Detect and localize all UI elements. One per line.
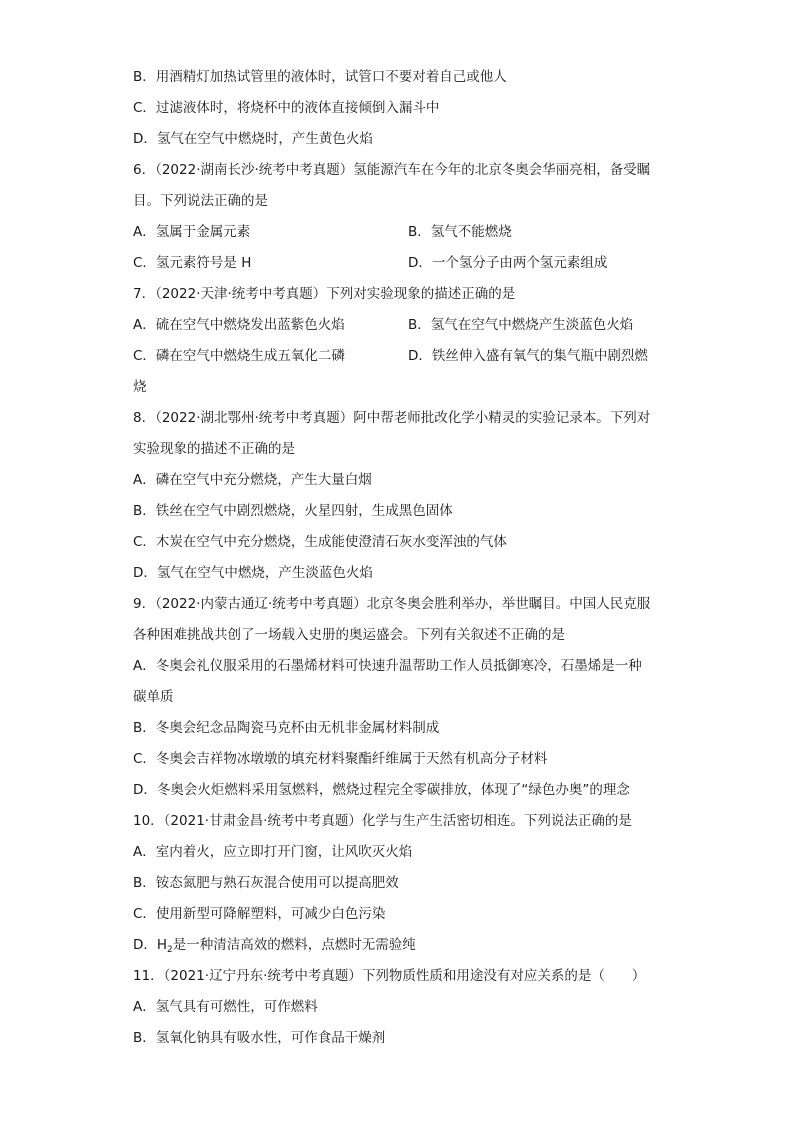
question-9-stem: 9．（2022·内蒙古通辽·统考中考真题）北京冬奥会胜利举办，举世瞩目。中国人民克服 (133, 596, 651, 612)
question-10-stem: 10．（2021·甘肃金昌·统考中考真题）化学与生产生活密切相连。下列说法正确的是 (133, 813, 632, 829)
q9-option-b: B．冬奥会纪念品陶瓷马克杯由无机非金属材料制成 (133, 720, 440, 736)
q6-option-d: D．一个氢分子由两个氢元素组成 (408, 255, 608, 271)
q9-option-a-cont: 碳单质 (133, 689, 174, 705)
q7-option-d: D．铁丝伸入盛有氧气的集气瓶中剧烈燃 (408, 348, 648, 364)
option-c: C．过滤液体时，将烧杯中的液体直接倾倒入漏斗中 (133, 100, 440, 116)
q6-option-b: B．氢气不能燃烧 (408, 224, 512, 240)
q6-option-c: C．氢元素符号是 H (133, 255, 252, 271)
question-11-stem: 11．（2021·辽宁丹东·统考中考真题）下列物质性质和用途没有对应关系的是（ ） (133, 968, 646, 984)
q7-option-d-cont: 烧 (133, 379, 147, 395)
q8-option-c: C．木炭在空气中充分燃烧，生成能使澄清石灰水变浑浊的气体 (133, 534, 507, 550)
question-8-stem-cont: 实验现象的描述不正确的是 (133, 441, 295, 457)
q10-option-d (133, 935, 416, 955)
q10-option-d-prefix: D．H (133, 937, 168, 953)
q7-option-b: B．氢气在空气中燃烧产生淡蓝色火焰 (408, 317, 634, 333)
q9-option-a: A．冬奥会礼仪服采用的石墨烯材料可快速升温帮助工作人员抵御寒冷，石墨烯是一种 (133, 658, 642, 674)
q8-option-b: B．铁丝在空气中剧烈燃烧，火星四射，生成黑色固体 (133, 503, 453, 519)
option-b: B．用酒精灯加热试管里的液体时，试管口不要对着自己或他人 (133, 69, 507, 85)
question-6-stem-cont: 目。下列说法正确的是 (133, 193, 268, 209)
q10-option-a: A．室内着火，应立即打开门窗，让风吹灭火焰 (133, 844, 413, 860)
q9-option-d: D．冬奥会火炬燃料采用氢燃料，燃烧过程完全零碳排放，体现了“绿色办奥”的理念 (133, 782, 630, 798)
q7-option-a: A．硫在空气中燃烧发出蓝紫色火焰 (133, 317, 345, 333)
q10-option-c: C．使用新型可降解塑料，可减少白色污染 (133, 906, 386, 922)
q8-option-d: D．氢气在空气中燃烧，产生淡蓝色火焰 (133, 565, 373, 581)
question-8-stem: 8．（2022·湖北鄂州·统考中考真题）阿中帮老师批改化学小精灵的实验记录本。下列对 (133, 410, 651, 426)
q10-option-d-subscript: 2 (167, 945, 173, 955)
q11-option-b: B．氢氧化钠具有吸水性，可作食品干燥剂 (133, 1030, 386, 1046)
q11-option-a: A．氢气具有可燃性，可作燃料 (133, 999, 318, 1015)
q8-option-a: A．磷在空气中充分燃烧，产生大量白烟 (133, 472, 372, 488)
question-7-stem: 7．（2022·天津·统考中考真题）下列对实验现象的描述正确的是 (133, 286, 516, 302)
question-9-stem-cont: 各种困难挑战共创了一场载入史册的奥运盛会。下列有关叙述不正确的是 (133, 627, 565, 643)
question-6-stem: 6．（2022·湖南长沙·统考中考真题）氢能源汽车在今年的北京冬奥会华丽亮相，备受瞩 (133, 162, 651, 178)
option-d: D．氢气在空气中燃烧时，产生黄色火焰 (133, 131, 373, 147)
q9-option-c: C．冬奥会吉祥物冰墩墩的填充材料聚酯纤维属于天然有机高分子材料 (133, 751, 548, 767)
q6-option-a: A．氢属于金属元素 (133, 224, 251, 240)
q7-option-c: C．磷在空气中燃烧生成五氧化二磷 (133, 348, 345, 364)
q10-option-b: B．铵态氮肥与熟石灰混合使用可以提高肥效 (133, 875, 399, 891)
q10-option-d-suffix: 是一种清洁高效的燃料，点燃时无需验纯 (172, 937, 416, 953)
